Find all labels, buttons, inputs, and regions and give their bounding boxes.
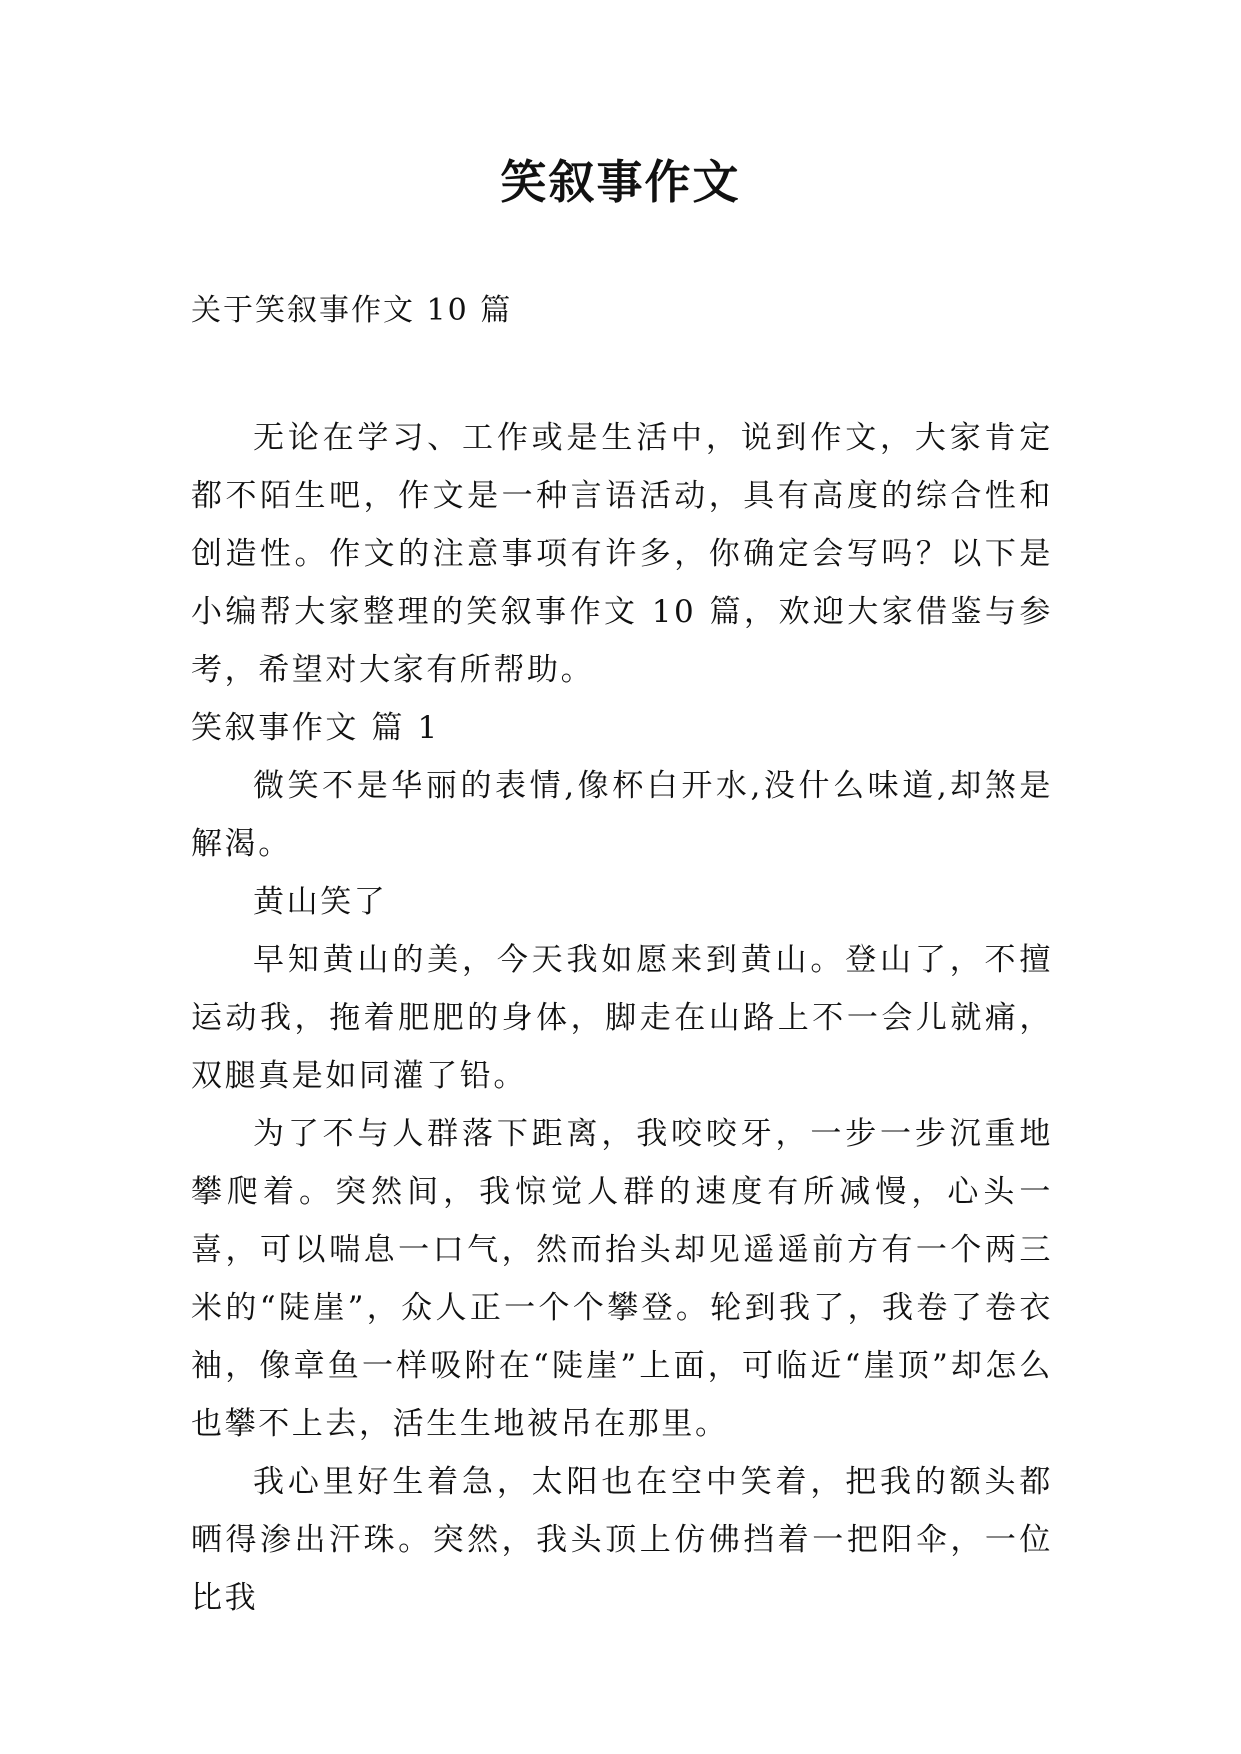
body-paragraph: 黄山笑了 [253,884,388,920]
body-paragraph: 早知黄山的美，今天我如愿来到黄山。登山了，不擅运动我，拖着肥肥的身体，脚走在山路上不一会儿就痛，双腿真是如同灌了铅。 [191,942,1053,1094]
document-subtitle: 关于笑叙事作文 10 篇 [191,293,513,328]
section-heading: 笑叙事作文 篇 1 [191,710,440,746]
document-title: 笑叙事作文 [500,155,741,209]
body-paragraph: 为了不与人群落下距离，我咬咬牙，一步一步沉重地攀爬着。突然间，我惊觉人群的速度有所减慢，心头一喜，可以喘息一口气，然而抬头却见遥遥前方有一个两三米的“陡崖”，众人正一个个攀登。轮到我了，我卷了卷衣袖，像章鱼一样吸附在“陡崖”上面，可临近“崖顶”却怎么也攀不上去，活生生地被吊在那里。 [191,1116,1053,1442]
body-paragraph: 无论在学习、工作或是生活中，说到作文，大家肯定都不陌生吧，作文是一种言语活动，具有高度的综合性和创造性。作文的注意事项有许多，你确定会写吗？以下是小编帮大家整理的笑叙事作文 10 篇，欢迎大家借鉴与参考，希望对大家有所帮助。 [191,420,1053,688]
body-paragraph: 微笑不是华丽的表情,像杯白开水,没什么味道,却煞是解渴。 [191,768,1053,862]
body-paragraph: 我心里好生着急，太阳也在空中笑着，把我的额头都晒得渗出汗珠。突然，我头顶上仿佛挡着一把阳伞，一位比我 [191,1464,1053,1616]
document-body [191,409,1053,1627]
